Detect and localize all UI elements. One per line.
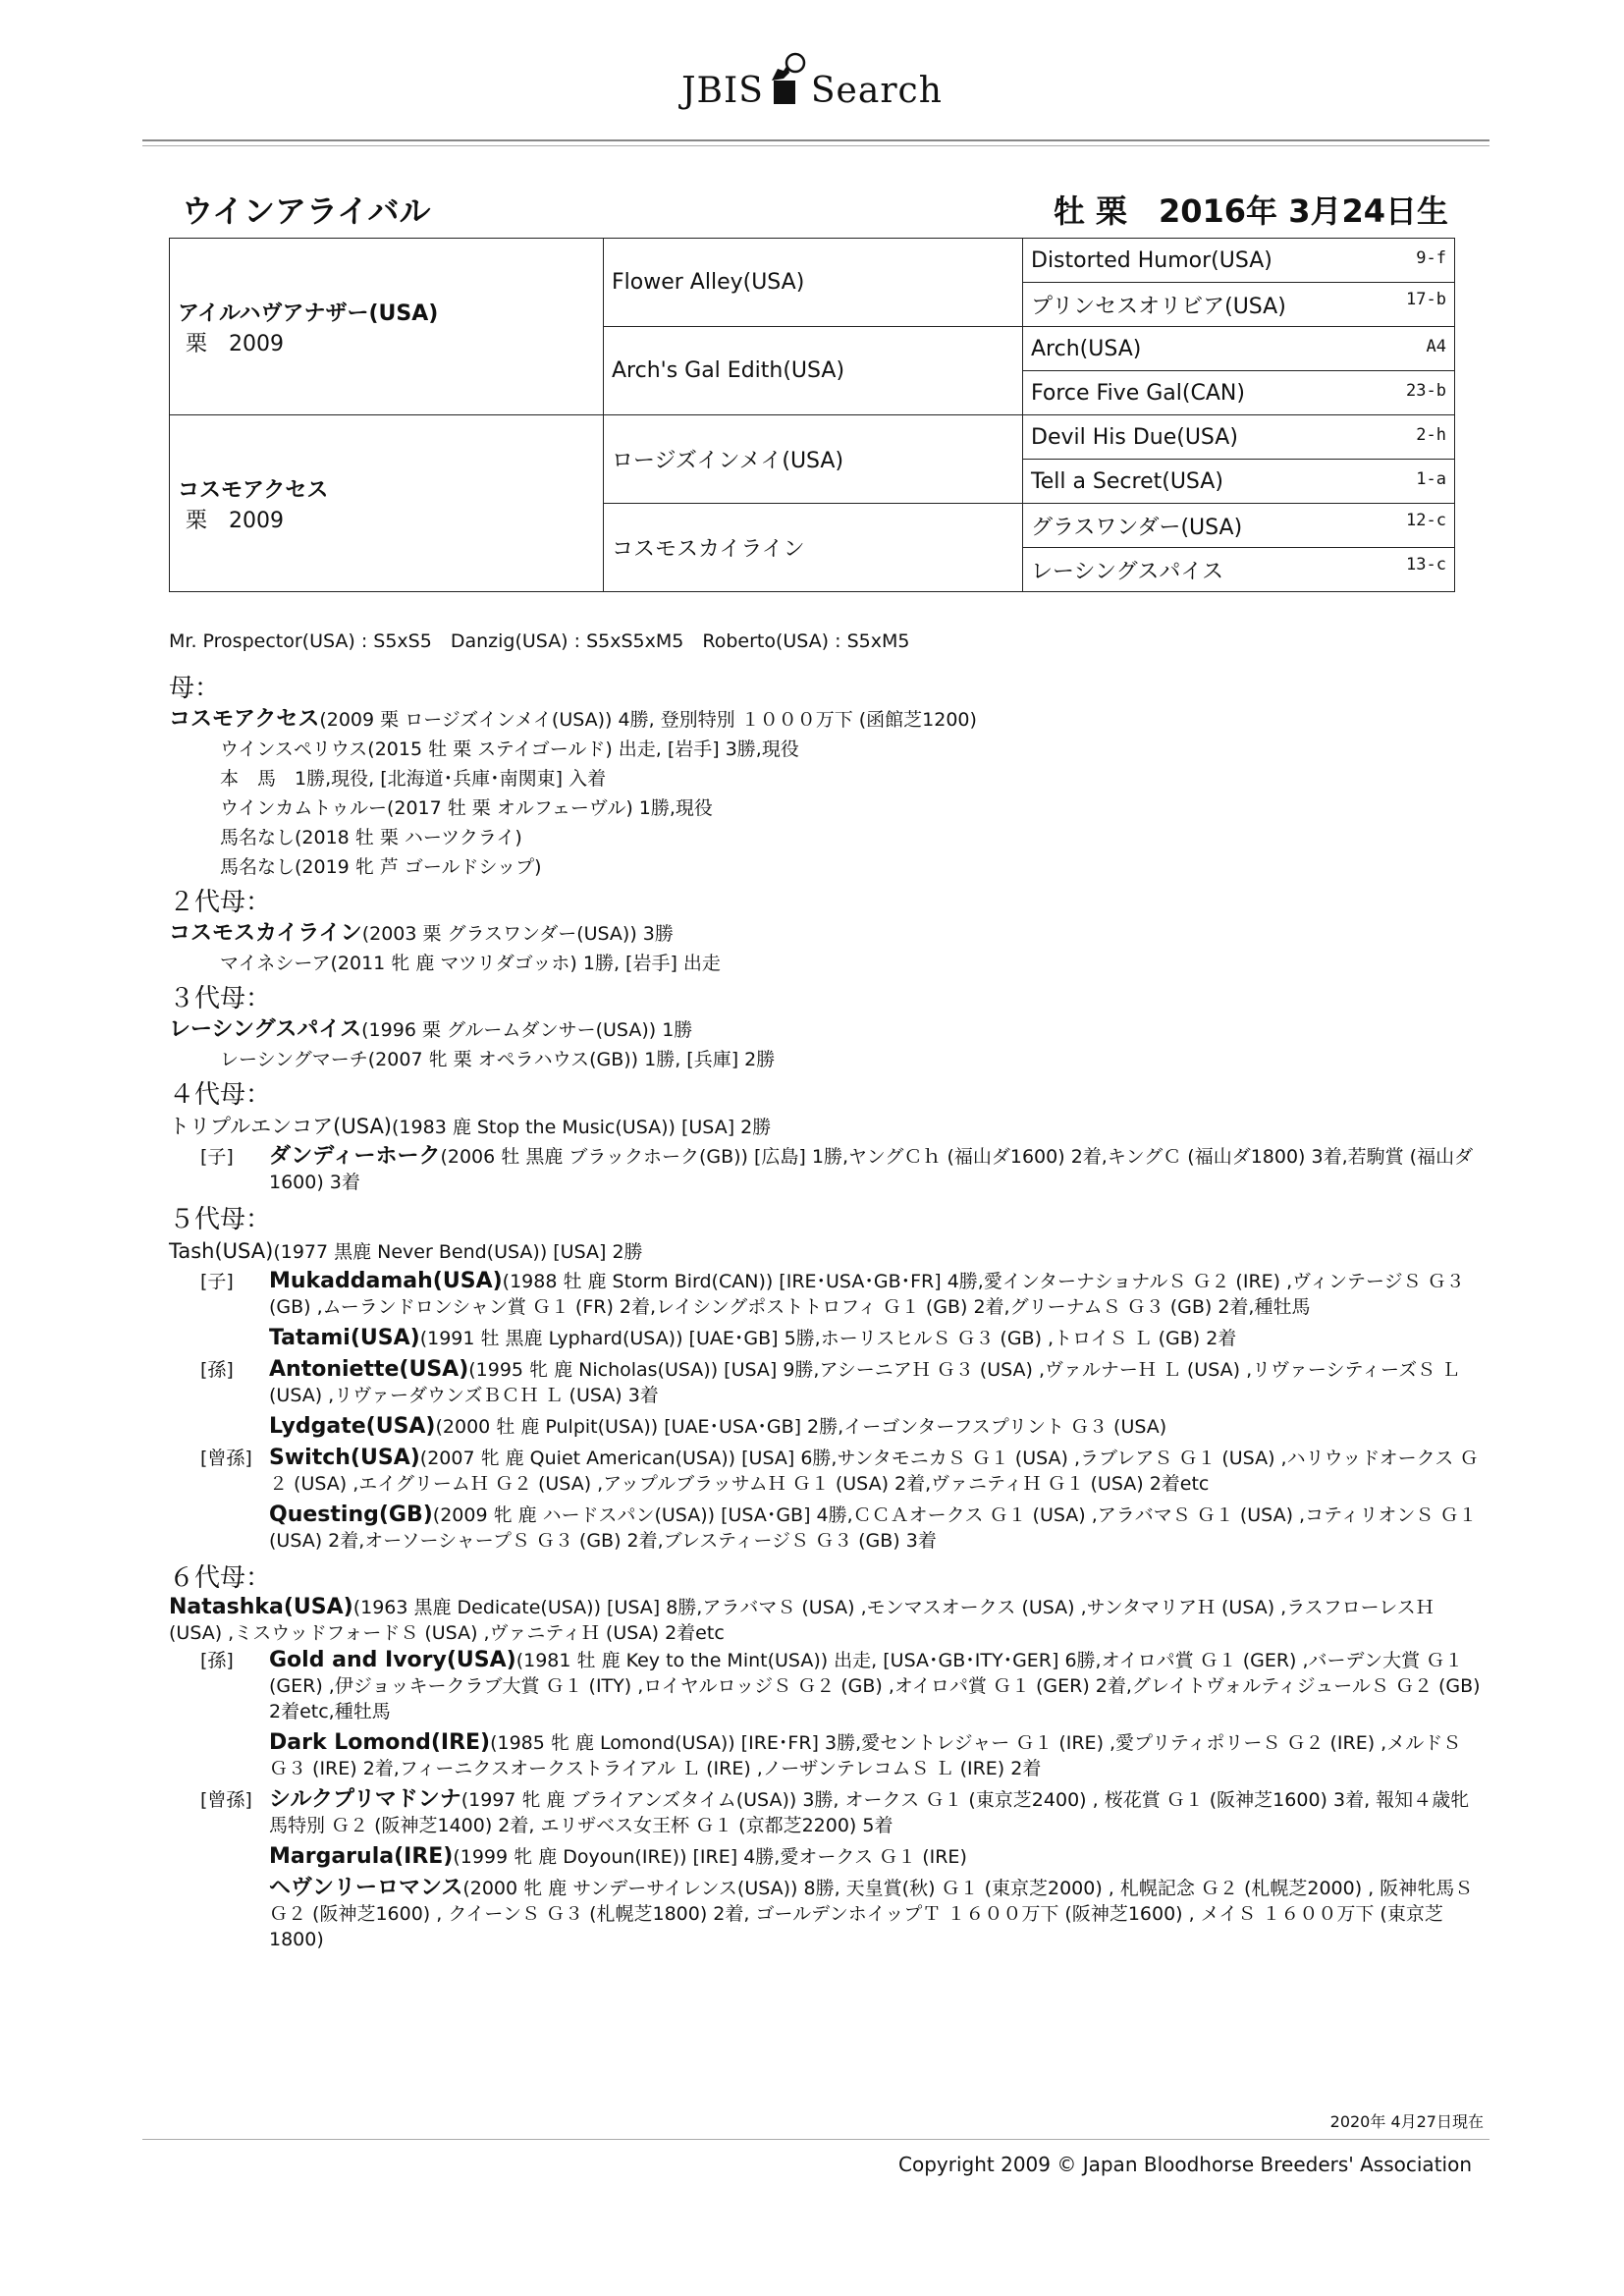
jbis-logo[interactable] [0, 51, 1624, 111]
descendant-record [169, 1324, 1485, 1355]
horse-info: 牡 栗 2016年 3月24日生 [1053, 192, 1448, 230]
dam-name: Tash(USA) [169, 1239, 274, 1263]
descendant-record [169, 1646, 1485, 1728]
dam-name: Natashka(USA) [169, 1595, 353, 1619]
descendant-record [169, 1142, 1485, 1199]
pedigree-gen3-cell [1023, 327, 1455, 371]
pedigree-dam-cell [170, 415, 604, 592]
family-number: 13-c [1406, 554, 1446, 574]
dam-details: (1983 鹿 Stop the Music(USA)) [USA] 2勝 [392, 1117, 772, 1138]
dam-details: (2009 栗 ロージズインメイ(USA)) 4勝, 登別特別 １０００万下 (函館芝1200) [319, 709, 977, 731]
generation-heading: ６代母： [169, 1563, 272, 1593]
offspring-record: マイネシーア(2011 牝 鹿 マツリダゴッホ) 1勝, [岩手] 出走 [220, 953, 721, 974]
descendant-record [169, 1785, 1485, 1842]
dam-name: トリプルエンコア(USA) [169, 1115, 393, 1138]
dam-record [169, 1595, 1485, 1646]
pedigree-table [169, 238, 1455, 592]
pedigree-gen3-cell [1023, 283, 1455, 327]
descendant-record [169, 1355, 1485, 1412]
descendant-details: (1999 牝 鹿 Doyoun(IRE)) [IRE] 4勝,愛オークス Ｇ１ (IRE) [453, 1846, 967, 1868]
offspring-record: 馬名なし(2019 牝 芦 ゴールドシップ) [220, 856, 542, 878]
family-number: 1-a [1416, 468, 1446, 489]
horse-magnifier-icon [768, 51, 807, 110]
relation-label [169, 1842, 269, 1874]
descendant-details: (2000 牡 鹿 Pulpit(USA)) [UAE･USA･GB] 2勝,イーゴンターフスプリント Ｇ３ (USA) [435, 1416, 1167, 1438]
pedigree-gen3-name: Tell a Secret(USA) [1031, 468, 1223, 494]
descendant-details: (1995 牝 鹿 Nicholas(USA)) [USA] 9勝,アシーニアＨ Ｇ３ (USA) ,ヴァルナーＨ Ｌ (USA) ,リヴァーシティーズＳ Ｌ (USA) ,リヴァーダウンズＢＣＨ Ｌ (USA) 3着 [269, 1359, 1461, 1406]
family-number: 17-b [1406, 289, 1446, 309]
descendant-details: (1991 牡 黒鹿 Lyphard(USA)) [UAE･GB] 5勝,ホーリスヒルＳ Ｇ３ (GB) ,トロイＳ Ｌ (GB) 2着 [419, 1328, 1237, 1349]
copyright: Copyright 2009 © Japan Bloodhorse Breeders' Association [898, 2153, 1472, 2176]
pedigree-gen3-cell [1023, 371, 1455, 415]
pedigree-gen3-cell [1023, 460, 1455, 504]
descendant-name: Switch(USA) [269, 1446, 420, 1470]
pedigree-dam-name: コスモアクセス [178, 477, 329, 503]
relation-label: [孫] [200, 1650, 234, 1671]
descendant-name: ヘヴンリーロマンス [269, 1876, 463, 1900]
pedigree-gen3-cell [1023, 239, 1455, 283]
pedigree-gen3-cell [1023, 548, 1455, 592]
descendant-details: (1985 牝 鹿 Lomond(USA)) [IRE･FR] 3勝,愛セントレジャー Ｇ１ (IRE) ,愛プリティポリーＳ Ｇ２ (IRE) ,メルドＳ Ｇ３ (IRE) 2着,フィーニクスオークストライアル Ｌ (IRE) ,ノーザンテレコムＳ Ｌ (IRE) 2着 [269, 1732, 1462, 1779]
pedigree-sire-name: アイルハヴアナザー(USA) [178, 301, 439, 326]
family-number: 9-f [1416, 247, 1446, 268]
relation-label [169, 1501, 269, 1558]
offspring-record: ウインカムトゥルー(2017 牡 栗 オルフェーヴル) 1勝,現役 [220, 797, 713, 819]
descendant-name: Lydgate(USA) [269, 1414, 436, 1439]
pedigree-gen3-name: Force Five Gal(CAN) [1031, 380, 1245, 406]
descendant-name: Mukaddamah(USA) [269, 1269, 503, 1293]
pedigree-dam-sub: 栗 2009 [186, 508, 284, 533]
descendant-name: Tatami(USA) [269, 1326, 420, 1350]
dam-record [169, 919, 1485, 949]
logo-text-right: Search [810, 71, 943, 111]
offspring-record: ウインスペリウス(2015 牡 栗 ステイゴールド) 出走, [岩手] 3勝,現役 [220, 738, 799, 760]
descendant-record [169, 1267, 1485, 1324]
descendant-name: Questing(GB) [269, 1503, 433, 1527]
header-divider [142, 139, 1489, 141]
descendant-details: (2000 牝 鹿 サンデーサイレンス(USA)) 8勝, 天皇賞(秋) Ｇ１ (東京芝2000) , 札幌記念 Ｇ２ (札幌芝2000) , 阪神牝馬Ｓ Ｇ２ (阪神芝1600) , クイーンＳ Ｇ３ (札幌芝1800) 2着, ゴールデンホイップＴ １６００万下 (阪神芝1600) , メイＳ １６００万下 (東京芝1800) [269, 1878, 1474, 1950]
descendant-name: Margarula(IRE) [269, 1844, 454, 1869]
relation-label: [曾孫] [200, 1448, 252, 1469]
offspring-record: 馬名なし(2018 牡 栗 ハーツクライ) [220, 827, 522, 848]
dam-record [169, 705, 1485, 735]
descendant-record [169, 1444, 1485, 1501]
pedigree-gen3-name: Distorted Humor(USA) [1031, 247, 1272, 273]
descendant-name: ダンディーホーク [269, 1144, 441, 1169]
offspring-record: 本 馬 1勝,現役, [北海道･兵庫･南関東] 入着 [220, 768, 607, 790]
pedigree-gen2-cell: Arch's Gal Edith(USA) [604, 327, 1023, 415]
footer-divider [142, 2139, 1489, 2140]
generation-heading: ３代母： [169, 984, 272, 1013]
generation-heading: ４代母： [169, 1080, 272, 1110]
generation-heading: ５代母： [169, 1205, 272, 1234]
dam-details: (1963 黒鹿 Dedicate(USA)) [USA] 8勝,アラバマＳ (USA) ,モンマスオークス (USA) ,サンタマリアＨ (USA) ,ラスフローレスＨ (USA) ,ミスウッドフォードＳ (USA) ,ヴァニティＨ (USA) 2着etc [169, 1597, 1435, 1644]
pedigree-sire-cell [170, 239, 604, 415]
pedigree-gen2-cell: ロージズインメイ(USA) [604, 415, 1023, 504]
pedigree-gen2-cell: Flower Alley(USA) [604, 239, 1023, 327]
as-of-date: 2020年 4月27日現在 [1329, 2112, 1484, 2131]
descendant-record [169, 1842, 1485, 1874]
descendant-record [169, 1728, 1485, 1785]
offspring-record: レーシングマーチ(2007 牝 栗 オペラハウス(GB)) 1勝, [兵庫] 2勝 [220, 1049, 776, 1070]
header-divider-thin [142, 145, 1489, 146]
descendant-name: Gold and Ivory(USA) [269, 1648, 516, 1672]
relation-label: [曾孫] [200, 1789, 252, 1811]
horse-name: ウインアライバル [182, 192, 431, 230]
relation-label: [子] [200, 1271, 234, 1292]
relation-label: [子] [200, 1146, 234, 1168]
dam-details: (1996 栗 グルームダンサー(USA)) 1勝 [361, 1019, 693, 1041]
descendant-details: (2007 牝 鹿 Quiet American(USA)) [USA] 6勝,サンタモニカＳ Ｇ１ (USA) ,ラブレアＳ Ｇ１ (USA) ,ハリウッドオークス Ｇ２ (USA) ,エイグリームＨ Ｇ２ (USA) ,アップルブラッサムＨ Ｇ１ (USA) 2着,ヴァニティＨ Ｇ１ (USA) 2着etc [269, 1448, 1479, 1495]
family-records [169, 668, 1485, 1956]
generation-heading: ２代母： [169, 888, 272, 917]
descendant-name: シルクプリマドンナ [269, 1787, 461, 1812]
family-number: 2-h [1416, 424, 1446, 445]
inbreeding-crosses: Mr. Prospector(USA) : S5xS5 Danzig(USA) : S5xS5xM5 Roberto(USA) : S5xM5 [169, 630, 910, 652]
pedigree-gen3-name: グラスワンダー(USA) [1031, 515, 1243, 540]
descendant-name: Dark Lomond(IRE) [269, 1730, 491, 1755]
relation-label [169, 1874, 269, 1956]
family-number: A4 [1426, 336, 1446, 356]
pedigree-gen3-name: レーシングスパイス [1031, 559, 1224, 584]
pedigree-gen3-cell [1023, 504, 1455, 548]
family-number: 23-b [1406, 380, 1446, 401]
descendant-record [169, 1874, 1485, 1956]
pedigree-gen3-cell [1023, 415, 1455, 460]
pedigree-gen3-name: Arch(USA) [1031, 336, 1142, 361]
descendant-name: Antoniette(USA) [269, 1357, 469, 1382]
logo-text-left: JBIS [681, 71, 764, 111]
pedigree-gen3-name: Devil His Due(USA) [1031, 424, 1238, 450]
relation-label [169, 1412, 269, 1444]
descendant-details: (2006 牡 黒鹿 ブラックホーク(GB)) [広島] 1勝,ヤングＣｈ (福山ダ1600) 2着,キングＣ (福山ダ1800) 3着,若駒賞 (福山ダ1600) 3着 [269, 1146, 1474, 1193]
horse-title-row [182, 187, 1448, 230]
dam-name: コスモアクセス [169, 707, 320, 732]
dam-record [169, 1112, 1485, 1142]
descendant-details: (1997 牝 鹿 ブライアンズタイム(USA)) 3勝, オークス Ｇ１ (東京芝2400) , 桜花賞 Ｇ１ (阪神芝1600) 3着, 報知４歳牝馬特別 Ｇ２ (阪神芝1400) 2着, エリザベス女王杯 Ｇ１ (京都芝2200) 5着 [269, 1789, 1470, 1836]
family-number: 12-c [1406, 510, 1446, 530]
dam-record [169, 1236, 1485, 1267]
descendant-record [169, 1501, 1485, 1558]
dam-record [169, 1015, 1485, 1045]
generation-heading: 母： [169, 674, 221, 703]
relation-label [169, 1728, 269, 1785]
descendant-details: (1981 牡 鹿 Key to the Mint(USA)) 出走, [USA･GB･ITY･GER] 6勝,オイロパ賞 Ｇ１ (GER) ,バーデン大賞 Ｇ１ (GER) ,伊ジョッキークラブ大賞 Ｇ１ (ITY) ,ロイヤルロッジＳ Ｇ２ (GB) ,オイロパ賞 Ｇ１ (GER) 2着,グレイトヴォルティジュールＳ Ｇ２ (GB) 2着etc,種牡馬 [269, 1650, 1481, 1722]
dam-details: (1977 黒鹿 Never Bend(USA)) [USA] 2勝 [273, 1241, 643, 1263]
dam-name: レーシングスパイス [169, 1017, 362, 1042]
pedigree-gen3-name: プリンセスオリビア(USA) [1031, 294, 1286, 319]
descendant-details: (1988 牡 鹿 Storm Bird(CAN)) [IRE･USA･GB･FR] 4勝,愛インターナショナルＳ Ｇ２ (IRE) ,ヴィンテージＳ Ｇ３ (GB) ,ムーランドロンシャン賞 Ｇ１ (FR) 2着,レイシングポストトロフィ Ｇ１ (GB) 2着,グリーナムＳ Ｇ３ (GB) 2着,種牡馬 [269, 1271, 1465, 1318]
relation-label [169, 1324, 269, 1355]
dam-name: コスモスカイライン [169, 921, 362, 946]
descendant-details: (2009 牝 鹿 ハードスパン(USA)) [USA･GB] 4勝,ＣＣＡオークス Ｇ１ (USA) ,アラバマＳ Ｇ１ (USA) ,コティリオンＳ Ｇ１ (USA) 2着,オーソーシャープＳ Ｇ３ (GB) 2着,ブレスティージＳ Ｇ３ (GB) 3着 [269, 1504, 1478, 1552]
descendant-record [169, 1412, 1485, 1444]
dam-details: (2003 栗 グラスワンダー(USA)) 3勝 [361, 923, 674, 945]
relation-label: [孫] [200, 1359, 234, 1381]
pedigree-gen2-cell: コスモスカイライン [604, 504, 1023, 592]
pedigree-sire-sub: 栗 2009 [186, 331, 284, 356]
